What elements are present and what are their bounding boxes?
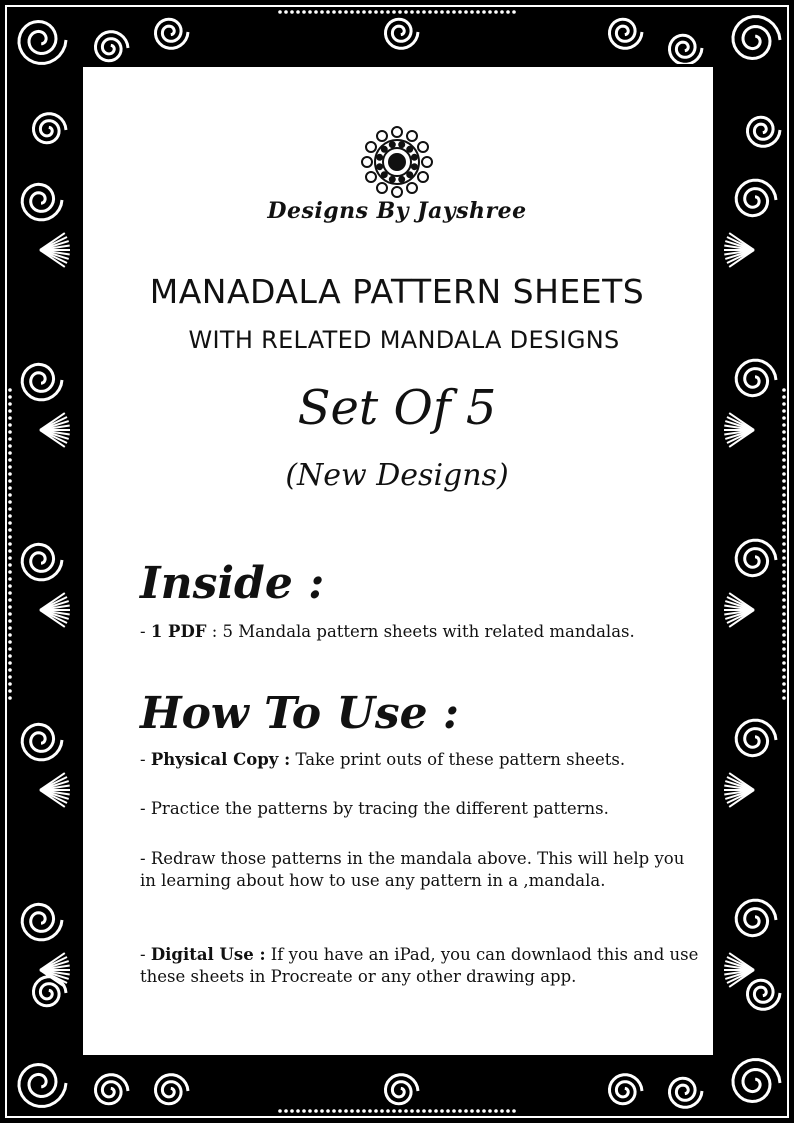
brand-name: Designs By Jayshree (267, 198, 527, 224)
new-designs-label: (New Designs) (285, 458, 509, 493)
how-to-use-heading: How To Use : (140, 688, 460, 739)
how-to-use-item: - Practice the patterns by tracing the different patterns. (140, 799, 609, 818)
mandala-logo-icon (359, 124, 435, 200)
how-to-use-item: - Physical Copy : Take print outs of these pattern sheets. (140, 750, 626, 769)
page-subtitle: WITH RELATED MANDALA DESIGNS (188, 326, 620, 354)
page-title: MANADALA PATTERN SHEETS (149, 272, 645, 311)
how-to-use-item: - Digital Use : If you have an iPad, you can downlaod this and use these sheets in Procreate or any other drawing app. (140, 945, 699, 986)
how-to-use-item: - Redraw those patterns in the mandala above. This will help you in learning about how to use any pattern in a ,mandala. (140, 849, 685, 890)
set-label: Set Of 5 (297, 380, 497, 436)
inside-item: - 1 PDF : 5 Mandala pattern sheets with related mandalas. (140, 622, 635, 641)
inside-heading: Inside : (140, 558, 325, 609)
